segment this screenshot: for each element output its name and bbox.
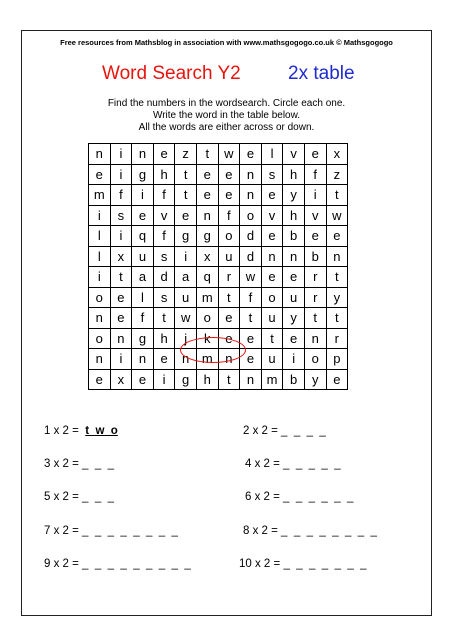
grid-cell: e: [89, 164, 111, 185]
grid-cell: e: [153, 349, 175, 370]
grid-cell: d: [240, 226, 262, 247]
answer-blanks: _ _ _: [82, 491, 115, 503]
grid-cell: z: [175, 144, 197, 165]
grid-cell: y: [304, 369, 326, 390]
question-4: [245, 458, 341, 470]
grid-cell: r: [218, 267, 240, 288]
grid-cell: s: [261, 164, 283, 185]
worksheet-page: [21, 30, 432, 616]
grid-row: [89, 185, 348, 206]
grid-cell: h: [283, 205, 305, 226]
grid-cell: e: [132, 205, 154, 226]
grid-cell: t: [240, 308, 262, 329]
grid-cell: i: [132, 185, 154, 206]
question-label: 7 x 2 =: [44, 525, 79, 537]
grid-cell: t: [175, 164, 197, 185]
grid-cell: y: [283, 308, 305, 329]
grid-cell: e: [261, 226, 283, 247]
grid-cell: e: [304, 144, 326, 165]
grid-cell: w: [175, 308, 197, 329]
grid-cell: b: [283, 226, 305, 247]
grid-row: [89, 144, 348, 165]
question-2: [243, 425, 326, 437]
grid-row: [89, 287, 348, 308]
grid-cell: n: [240, 369, 262, 390]
question-8: [243, 525, 377, 537]
question-label: 8 x 2 =: [243, 525, 278, 537]
grid-cell: w: [218, 144, 240, 165]
answer-blanks: _ _ _ _ _ _: [283, 491, 354, 503]
grid-cell: e: [153, 144, 175, 165]
grid-cell: h: [153, 164, 175, 185]
grid-cell: i: [304, 185, 326, 206]
instruction-line: All the words are either across or down.: [138, 122, 315, 133]
grid-cell: t: [218, 369, 240, 390]
grid-cell: f: [132, 308, 154, 329]
grid-cell: j: [175, 328, 197, 349]
grid-cell: g: [175, 226, 197, 247]
grid-cell: x: [110, 246, 132, 267]
grid-cell: o: [89, 287, 111, 308]
grid-cell: l: [261, 144, 283, 165]
grid-cell: e: [218, 328, 240, 349]
question-label: 9 x 2 =: [44, 558, 79, 570]
grid-cell: n: [89, 144, 111, 165]
answer-blanks: _ _ _ _ _ _ _ _: [82, 525, 178, 537]
instruction-line: Write the word in the table below.: [152, 110, 301, 121]
grid-row: [89, 267, 348, 288]
grid-cell: i: [89, 205, 111, 226]
grid-cell: e: [132, 369, 154, 390]
grid-cell: e: [240, 328, 262, 349]
grid-cell: o: [261, 287, 283, 308]
grid-cell: i: [175, 246, 197, 267]
answer-blanks: _ _ _ _: [281, 425, 326, 437]
answer-blanks: _ _ _ _ _ _ _ _: [281, 525, 377, 537]
grid-cell: t: [175, 185, 197, 206]
grid-cell: m: [196, 287, 218, 308]
grid-cell: v: [261, 205, 283, 226]
grid-cell: z: [326, 164, 348, 185]
grid-cell: n: [261, 246, 283, 267]
grid-cell: i: [153, 369, 175, 390]
grid-cell: e: [218, 185, 240, 206]
question-label: 2 x 2 =: [243, 425, 278, 437]
grid-cell: e: [110, 308, 132, 329]
grid-cell: n: [326, 246, 348, 267]
question-7: [44, 525, 178, 537]
grid-cell: l: [89, 246, 111, 267]
grid-row: [89, 226, 348, 247]
grid-cell: t: [218, 287, 240, 308]
grid-cell: u: [175, 287, 197, 308]
grid-cell: y: [283, 185, 305, 206]
grid-cell: n: [240, 164, 262, 185]
grid-cell: d: [153, 267, 175, 288]
grid-cell: h: [153, 328, 175, 349]
word-search-grid: [88, 143, 348, 390]
grid-cell: e: [240, 349, 262, 370]
grid-cell: e: [304, 226, 326, 247]
grid-cell: v: [283, 144, 305, 165]
grid-cell: e: [261, 185, 283, 206]
grid-cell: n: [218, 349, 240, 370]
grid-cell: l: [132, 287, 154, 308]
answer-two: t w o: [85, 425, 118, 437]
worksheet-title: Word Search Y2: [102, 63, 241, 84]
grid-cell: e: [196, 185, 218, 206]
grid-cell: q: [196, 267, 218, 288]
grid-cell: e: [326, 369, 348, 390]
grid-cell: e: [89, 369, 111, 390]
grid-cell: g: [132, 328, 154, 349]
grid-cell: e: [283, 328, 305, 349]
question-label: 5 x 2 =: [44, 491, 79, 503]
grid-cell: f: [153, 226, 175, 247]
grid-cell: u: [218, 246, 240, 267]
question-1: [44, 425, 118, 437]
grid-cell: o: [240, 205, 262, 226]
grid-cell: m: [89, 185, 111, 206]
grid-cell: n: [240, 185, 262, 206]
grid-cell: i: [283, 349, 305, 370]
grid-cell: g: [132, 164, 154, 185]
grid-cell: t: [196, 144, 218, 165]
grid-cell: o: [218, 226, 240, 247]
grid-cell: e: [218, 164, 240, 185]
instructions: [22, 98, 431, 134]
grid-cell: f: [218, 205, 240, 226]
grid-cell: n: [89, 308, 111, 329]
grid-cell: b: [283, 369, 305, 390]
question-label: 4 x 2 =: [245, 458, 280, 470]
grid-cell: e: [196, 164, 218, 185]
grid-cell: i: [110, 144, 132, 165]
grid-cell: n: [132, 349, 154, 370]
grid-cell: n: [110, 328, 132, 349]
grid-row: [89, 308, 348, 329]
grid-cell: f: [304, 164, 326, 185]
grid-cell: n: [132, 144, 154, 165]
grid-cell: t: [326, 308, 348, 329]
grid-cell: v: [304, 205, 326, 226]
grid-cell: u: [132, 246, 154, 267]
grid-cell: w: [240, 267, 262, 288]
grid-cell: d: [240, 246, 262, 267]
grid-cell: t: [153, 308, 175, 329]
grid-cell: y: [326, 287, 348, 308]
grid-cell: g: [175, 369, 197, 390]
instruction-line: Find the numbers in the wordsearch. Circle each one.: [107, 98, 346, 109]
grid-cell: x: [110, 369, 132, 390]
grid-cell: o: [304, 349, 326, 370]
grid-cell: e: [283, 267, 305, 288]
grid-cell: n: [89, 349, 111, 370]
grid-cell: o: [196, 308, 218, 329]
grid-cell: r: [304, 267, 326, 288]
question-3: [44, 458, 114, 470]
grid-cell: l: [89, 226, 111, 247]
grid-cell: h: [196, 369, 218, 390]
question-label: 10 x 2 =: [239, 558, 281, 570]
grid-cell: w: [326, 205, 348, 226]
grid-cell: t: [326, 185, 348, 206]
grid-cell: e: [110, 287, 132, 308]
grid-cell: u: [261, 349, 283, 370]
grid-cell: e: [261, 267, 283, 288]
grid-cell: r: [304, 287, 326, 308]
grid-cell: x: [196, 246, 218, 267]
answer-blanks: _ _ _ _ _ _ _: [283, 558, 367, 570]
grid-cell: p: [326, 349, 348, 370]
grid-cell: t: [326, 267, 348, 288]
header-note: Free resources from Mathsblog in association with www.mathsgogogo.co.uk © Mathsgogogo: [60, 38, 393, 47]
answer-blanks: _ _ _ _ _: [283, 458, 341, 470]
grid-cell: f: [240, 287, 262, 308]
grid-row: [89, 246, 348, 267]
question-6: [245, 491, 353, 503]
grid-cell: n: [283, 246, 305, 267]
grid-cell: r: [326, 328, 348, 349]
grid-cell: t: [261, 328, 283, 349]
grid-cell: s: [153, 246, 175, 267]
grid-cell: s: [153, 287, 175, 308]
grid-cell: s: [110, 205, 132, 226]
question-10: [239, 558, 367, 570]
question-9: [44, 558, 191, 570]
grid-cell: t: [110, 267, 132, 288]
grid-cell: e: [240, 144, 262, 165]
grid-cell: a: [175, 267, 197, 288]
grid-cell: g: [196, 226, 218, 247]
grid-cell: i: [110, 164, 132, 185]
grid-row: [89, 205, 348, 226]
grid-cell: i: [110, 349, 132, 370]
answer-blanks: _ _ _: [82, 458, 115, 470]
grid-cell: m: [196, 349, 218, 370]
question-label: 3 x 2 =: [44, 458, 79, 470]
question-label: 1 x 2 =: [44, 425, 79, 437]
grid-cell: o: [89, 328, 111, 349]
grid-row: [89, 349, 348, 370]
grid-cell: e: [175, 205, 197, 226]
worksheet-subtitle: 2x table: [288, 63, 355, 84]
grid-cell: f: [153, 185, 175, 206]
grid-cell: n: [196, 205, 218, 226]
grid-cell: b: [304, 246, 326, 267]
grid-cell: e: [218, 308, 240, 329]
question-5: [44, 491, 114, 503]
grid-cell: n: [175, 349, 197, 370]
grid-row: [89, 164, 348, 185]
grid-cell: i: [89, 267, 111, 288]
grid-cell: u: [283, 287, 305, 308]
grid-cell: f: [110, 185, 132, 206]
grid-cell: v: [153, 205, 175, 226]
answer-blanks: _ _ _ _ _ _ _ _ _: [82, 558, 191, 570]
grid-cell: i: [110, 226, 132, 247]
grid-cell: k: [196, 328, 218, 349]
question-label: 6 x 2 =: [245, 491, 280, 503]
grid-row: [89, 328, 348, 349]
grid-cell: a: [132, 267, 154, 288]
grid-cell: e: [326, 226, 348, 247]
grid-cell: n: [304, 328, 326, 349]
grid-cell: q: [132, 226, 154, 247]
grid-row: [89, 369, 348, 390]
grid-cell: u: [261, 308, 283, 329]
grid-cell: m: [261, 369, 283, 390]
grid-cell: h: [283, 164, 305, 185]
grid-cell: x: [326, 144, 348, 165]
grid-cell: t: [304, 308, 326, 329]
